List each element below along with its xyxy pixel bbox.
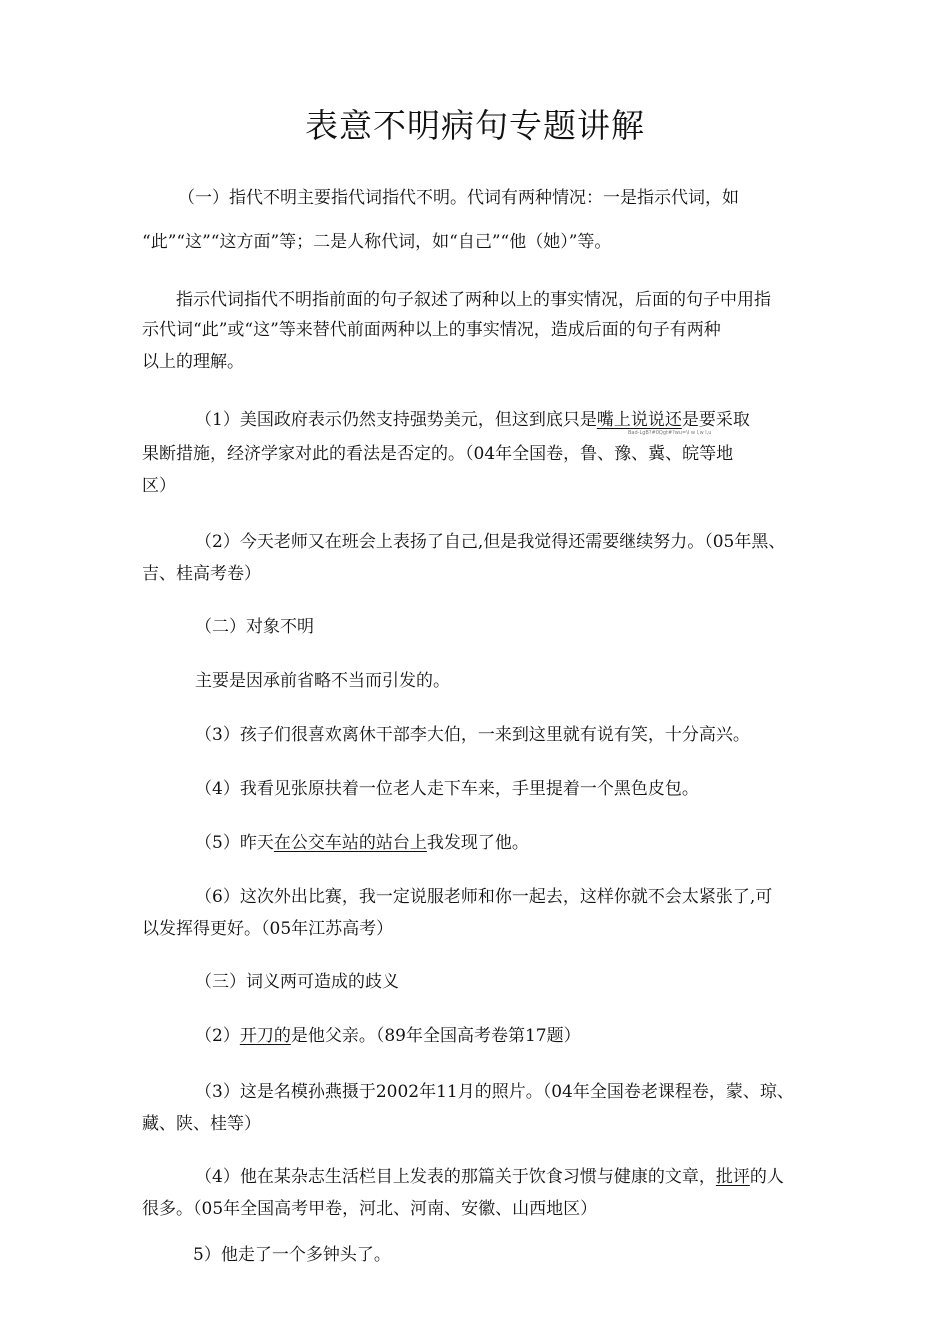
example-5-text-c: 我发现了他。 bbox=[426, 833, 529, 853]
example-6-line-2: 以发挥得更好。（05年江苏高考） bbox=[142, 919, 394, 939]
example-2-line-2: 吉、桂高考卷） bbox=[142, 564, 261, 584]
example-6-line-1: （6）这次外出比赛，我一定说服老师和你一起去，这样你就不会太紧张了,可 bbox=[195, 887, 773, 907]
example-8-line-2: 藏、陕、桂等） bbox=[142, 1114, 261, 1134]
example-7-underlined: 开刀的 bbox=[239, 1026, 291, 1046]
example-10: 5）他走了一个多钟头了。 bbox=[193, 1245, 391, 1265]
example-1-line-1 bbox=[195, 408, 750, 432]
page-title: 表意不明病句专题讲解 bbox=[305, 106, 645, 145]
tiny-annotation: Bad-LgB?#0Qgt#?wu=\l w l,w l,u bbox=[628, 430, 712, 436]
example-2-line-1: （2）今天老师又在班会上表扬了自己,但是我觉得还需要继续努力。（05年黑、 bbox=[195, 532, 786, 552]
example-9-underlined: 批评 bbox=[715, 1167, 750, 1187]
example-9-line-1 bbox=[195, 1165, 784, 1189]
section-1-line-1: （一）指代不明主要指代词指代不明。代词有两种情况：一是指示代词，如 bbox=[178, 188, 739, 208]
example-1-underlined: 嘴上说说还 bbox=[596, 410, 682, 430]
section-1-line-2: “此”“这”“这方面”等；二是人称代词，如“自己”“他（她）”等。 bbox=[142, 232, 612, 252]
example-3: （3）孩子们很喜欢离休干部李大伯，一来到这里就有说有笑，十分高兴。 bbox=[195, 725, 750, 745]
example-1-text-c: 是要采取 bbox=[681, 410, 750, 430]
section-3-heading: （三）词义两可造成的歧义 bbox=[195, 972, 399, 992]
example-5 bbox=[195, 831, 529, 855]
section-2-heading: （二）对象不明 bbox=[195, 617, 314, 637]
example-1-text-a: （1）美国政府表示仍然支持强势美元，但这到底只是 bbox=[195, 410, 597, 430]
section-2-description: 主要是因承前省略不当而引发的。 bbox=[195, 671, 450, 691]
paragraph-line-3: 以上的理解。 bbox=[142, 352, 244, 372]
example-7-text-c: 是他父亲。（89年全国高考卷第17题） bbox=[290, 1026, 581, 1046]
paragraph-line-2: 示代词“此”或“这”等来替代前面两种以上的事实情况，造成后面的句子有两种 bbox=[142, 320, 721, 340]
example-7-text-a: （2） bbox=[195, 1026, 240, 1046]
example-5-underlined: 在公交车站的站台上 bbox=[273, 833, 427, 853]
example-7 bbox=[195, 1024, 581, 1048]
example-9-text-c: 的人 bbox=[749, 1167, 784, 1187]
example-1-line-3: 区） bbox=[142, 476, 176, 496]
example-9-line-2: 很多。（05年全国高考甲卷，河北、河南、安徽、山西地区） bbox=[142, 1199, 598, 1219]
example-1-line-2: 果断措施，经济学家对此的看法是否定的。（04年全国卷，鲁、豫、冀、皖等地 bbox=[142, 444, 734, 464]
example-8-line-1: （3）这是名模孙燕摄于2002年11月的照片。（04年全国卷老课程卷，蒙、琼、 bbox=[195, 1082, 794, 1102]
example-9-text-a: （4）他在某杂志生活栏目上发表的那篇关于饮食习惯与健康的文章， bbox=[195, 1167, 716, 1187]
paragraph-line-1: 指示代词指代不明指前面的句子叙述了两种以上的事实情况，后面的句子中用指 bbox=[176, 290, 771, 310]
example-4: （4）我看见张原扶着一位老人走下车来，手里提着一个黑色皮包。 bbox=[195, 779, 699, 799]
example-5-text-a: （5）昨天 bbox=[195, 833, 274, 853]
